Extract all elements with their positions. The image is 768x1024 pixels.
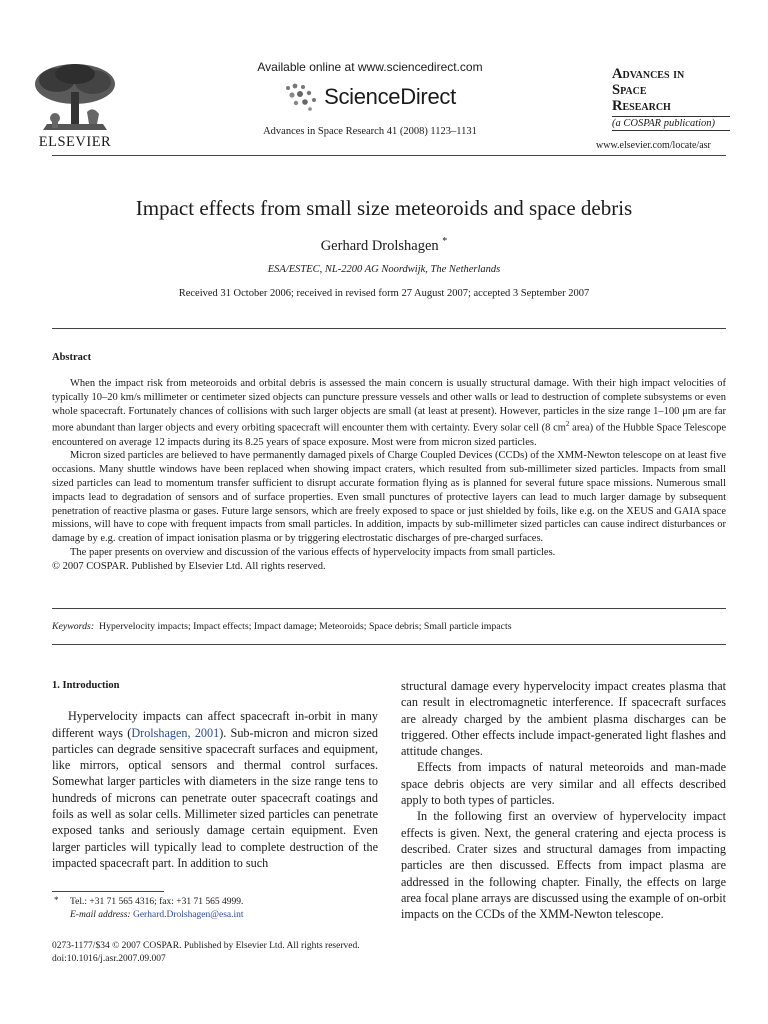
article-meta: [52, 940, 360, 965]
sciencedirect-dots-icon: [284, 82, 320, 112]
citation-link[interactable]: Drolshagen, 2001: [131, 725, 220, 740]
abstract-paragraph-1: When the impact risk from meteoroids and orbital debris is assessed the main concern is usually structural damage. With their high impact velocities of typically 10–20 km/s millimeter or centimeter sized objects can puncture pressure vessels and other walls or lead to destruction of complete subsystems or even whole spacecraft. Fortunately chances of collisions with such larger objects are small (at least at present). However, particles in the size range 1–100 μm are far more abundant than larger objects and every orbiting spacecraft will encounter them with certainty. Every solar cell (8 $cm^2$ area) of the Hubble Space Telescope encountered on average 12 impacts during its 8.25 years of space exposure. Most were from micron sized particles.: [52, 378, 726, 448]
keywords-list: Hypervelocity impacts; Impact effects; Impact damage; Meteoroids; Space debris; Small particle impacts: [99, 621, 512, 632]
elsevier-tree-icon: [27, 60, 123, 132]
abstract-paragraph-2: Micron sized particles are believed to have permanently damaged pixels of Charge Coupled Devices (CCDs) of the XMM-Newton telescope on at least five occasions. Many shuttle windows have been replaced when showing impact craters, which resulted from sub-millimeter sized particles. Impacts from small sized particles can lead to momentum transfer sufficient to disrupt accurate formation flying as is planned for several future space missions. Numerous small impacts lead to degradation of sensors and of surface properties. Even small punctures of protective layers can lead to much larger damage by subsequent penetration of reactive plasma or gases. Future large sensors, which are freely exposed to space or just shielded by foils, like e.g. on the XEUS and GAIA space missions, will have to cope with frequent impacts from small particles. In addition, impacts by sub-millimeter sized particles can cause indirect disturbances or damage by e.g. creation of impact ionisation plasma or by triggering electrostatic discharges of pre-charged surfaces.: [52, 450, 726, 545]
footnote-phone: Tel.: +31 71 565 4316; fax: +31 71 565 4999.: [70, 897, 244, 907]
sciencedirect-header: [200, 60, 540, 137]
intro-paragraph-continued: structural damage every hypervelocity impact creates plasma that can result in electromagnetic interference. If spacecraft surfaces are already charged by the ambient plasma discharges can be triggered. Other effects include impact-generated light flashes and attitude changes.: [401, 679, 726, 759]
article-title: Impact effects from small size meteoroids and space debris: [135, 196, 633, 220]
journal-title-line-3: Research: [612, 98, 671, 114]
email-label: E-mail address:: [70, 909, 131, 920]
sciencedirect-logo: [200, 80, 540, 114]
author-name: Gerhard Drolshagen: [320, 237, 439, 254]
journal-url[interactable]: www.elsevier.com/locate/asr: [596, 140, 711, 151]
left-column: [52, 678, 378, 871]
footnote-divider: [52, 891, 164, 892]
author-line: [0, 236, 768, 255]
journal-citation: Advances in Space Research 41 (2008) 1123–1131: [263, 126, 477, 137]
journal-title-line-1: Advances in: [612, 66, 685, 82]
journal-logo: [612, 66, 740, 131]
intro-paragraph-2: Effects from impacts of natural meteoroids and man-made space debris objects are very similar and all effects described apply to both types of particles.: [401, 760, 726, 808]
abstract-divider: [52, 608, 726, 609]
title-divider: [52, 328, 726, 329]
journal-subtitle: (a COSPAR publication): [612, 116, 730, 131]
footnote: [52, 896, 378, 921]
article-dates: Received 31 October 2006; received in revised form 27 August 2007; accepted 3 September 2007: [178, 288, 590, 299]
abstract-heading: Abstract: [52, 352, 92, 363]
affiliation: ESA/ESTEC, NL-2200 AG Noordwijk, The Netherlands: [267, 264, 501, 275]
footnote-email-line: [70, 909, 378, 922]
abstract-body: [52, 377, 726, 574]
sciencedirect-wordmark: ScienceDirect: [324, 84, 456, 109]
email-link[interactable]: Gerhard.Drolshagen@esa.int: [132, 909, 244, 920]
journal-title: [612, 66, 740, 114]
header-divider: [52, 155, 726, 156]
keywords: [52, 621, 512, 632]
right-column: [401, 678, 726, 922]
abstract-paragraph-3: The paper presents on overview and discussion of the various effects of hypervelocity impacts from small particles.: [70, 547, 556, 559]
doi-line[interactable]: doi:10.1016/j.asr.2007.09.007: [52, 953, 166, 964]
keywords-divider: [52, 644, 726, 645]
available-online-text: Available online at www.sciencedirect.com: [257, 60, 483, 74]
keywords-label: Keywords:: [52, 621, 95, 632]
issn-line: 0273-1177/$34 © 2007 COSPAR. Published by Elsevier Ltd. All rights reserved.: [52, 941, 360, 951]
author-footnote-mark[interactable]: *: [442, 236, 448, 247]
section-heading: 1. Introduction: [52, 680, 120, 691]
intro-paragraph-1: Hypervelocity impacts can affect spacecraft in-orbit in many different ways (Drolshagen, 2001). Sub-micron and micron sized particles can degrade sensitive spacecraft surfaces and equipment, like mirrors, optical sensors and thermal control surfaces. Somewhat larger particles with diameters in the size range tens to hundreds of microns can penetrate outer spacecraft coatings and foils as well as solar cells. Millimeter sized particles can penetrate exposed tanks and seriously damage certain equipment. Even larger particles will typically lead to complete destruction of the impacted spacecraft part. In addition to such: [52, 709, 379, 870]
publisher-name: ELSEVIER: [38, 134, 112, 150]
abstract-copyright: © 2007 COSPAR. Published by Elsevier Ltd. All rights reserved.: [52, 560, 326, 572]
elsevier-logo: [20, 60, 130, 151]
footnote-mark: *: [54, 895, 59, 905]
intro-paragraph-3: In the following first an overview of hypervelocity impact effects is given. Next, the general cratering and ejecta process is described. Crater sizes and structural damages from impacting particles are then discussed. Effects from impact plasma are addressed in the following chapter. Finally, the effects on large area focal plane arrays are discussed using the example of on-orbit impacts on the CCDs of the XMM-Newton telescope.: [401, 809, 726, 922]
journal-title-line-2: Space: [612, 82, 647, 98]
